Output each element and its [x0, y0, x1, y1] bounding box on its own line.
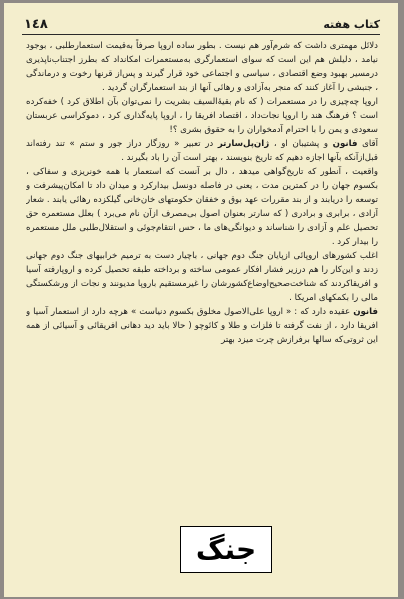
paragraph: اروپا چه‌چیزی را در مستعمرات ( که نام بقیهٔ‌السیف بشریت را نمی‌توان بآن اطلاق کرد ) خفه‌کرده است ؟ فرهنگ هند را اروپا نجات‌داد ، اقتصاد افریقا را ، اروپا پایه‌گذاری کرد ، دموکراسی عربستان سعودی و یمن را با احترام آدمخواران را به حقوق بشری ؟!: [26, 97, 378, 135]
section-logo-text: جنگ: [195, 532, 257, 566]
author-name-sartre: ژان‌پل‌سارتر: [217, 139, 270, 149]
header-rule: [22, 34, 380, 35]
paragraph: اغلب کشورهای اروپائی ازپایان جنگ دوم جهانی ، باچیار دست به ترمیم خرابیهای جنگ دوم جهانی زدند و این‌کار را هم درزیر فشار افکار عمومی ساخته و برداخته طبقه تحصیل کرده و اروپارفته آسیا و افریقاکردند که شناخت‌صحیح‌اوضاع‌کشورشان را غیرمستقیم باروپا مدیونند و نجات از ورشکستگی مالی را بکمکهای امریکا .: [26, 251, 378, 303]
paragraph-text: در تعبیر « روزگار دراز جور و ستم » تند رفته‌اند قبل‌ازآنکه بآنها اجازه دهیم که تاریخ بنویسند ، بهتر است آن را باد بگیرند .: [26, 139, 378, 163]
section-logo: [180, 526, 272, 573]
article-body: [26, 39, 378, 521]
page-number: ١٤٨: [24, 16, 48, 32]
paragraph-text: عقیده دارد که : « اروپا علی‌الاصول مخلوق بکسوم دنیاست » هرچه دارد از استعمار آسیا و افریقا دارد ، از نفت گرفته تا فلزات و طلا و کائوچو ( حالا باید دید دهانی افریقائی و آسیائی از همه این ثروتی‌که سالها برفرازش چرت میزد بهتر: [26, 307, 378, 345]
paragraph-text: و پشتیبان او ،: [269, 139, 333, 149]
paragraph: واقعیت ، آنطور که تاریخ‌گواهی میدهد ، دال بر آنست که استعمار با همه خونریزی و سفاکی ، بکسوم جهان را در کمترین مدت ، یعنی در فاصله دونسل بیدارکرد و میدان داد تا امکان‌پیشرفت و توسعه را دریابند و از بند مقررات عهد بوق و خفقان حکومتهای خان‌خانی گیلکزده رهائی یابند . شعار آزادی ، برابری و برادری ( که سارتر بعنوان اصول بی‌مصرف ازآن نام می‌برد ) بعلل مستعمره حق تحصیل علم و آزادی را شناساند و دیوانگی‌های ما ، حس انتقام‌جوئی و استقلال‌طلبی ملل مستعمره را بیدار کرد .: [26, 167, 378, 247]
author-name-fanon: فانون: [332, 139, 358, 149]
page-header: [24, 15, 380, 33]
running-head: کتاب هفته: [323, 17, 380, 31]
paragraph: [26, 137, 378, 165]
book-page: [4, 3, 398, 597]
author-name-fanon: فانون: [353, 307, 378, 317]
paragraph: دلائل مهمتری داشت که شرم‌آور هم نیست . بطور ساده اروپا صرفاً به‌قیمت استعمارطلبی ، بوجود نیامد ، دلیلش هم این است که سوای استعمارگری به‌مستعمرات امکانداد که بطرز اجتناب‌ناپذیری درمسیر بهبود وضع اقتصادی ، سیاسی و اجتماعی خود قرار گیرند و پس‌از قرنها رخوت و درماندگی ، جنبشی را آغاز کنند که منجر به‌آزادی و رهائی آنها از بند استعمارگران گردید .: [26, 41, 378, 93]
paragraph-text: آقای: [357, 139, 378, 149]
paragraph: [26, 305, 378, 347]
